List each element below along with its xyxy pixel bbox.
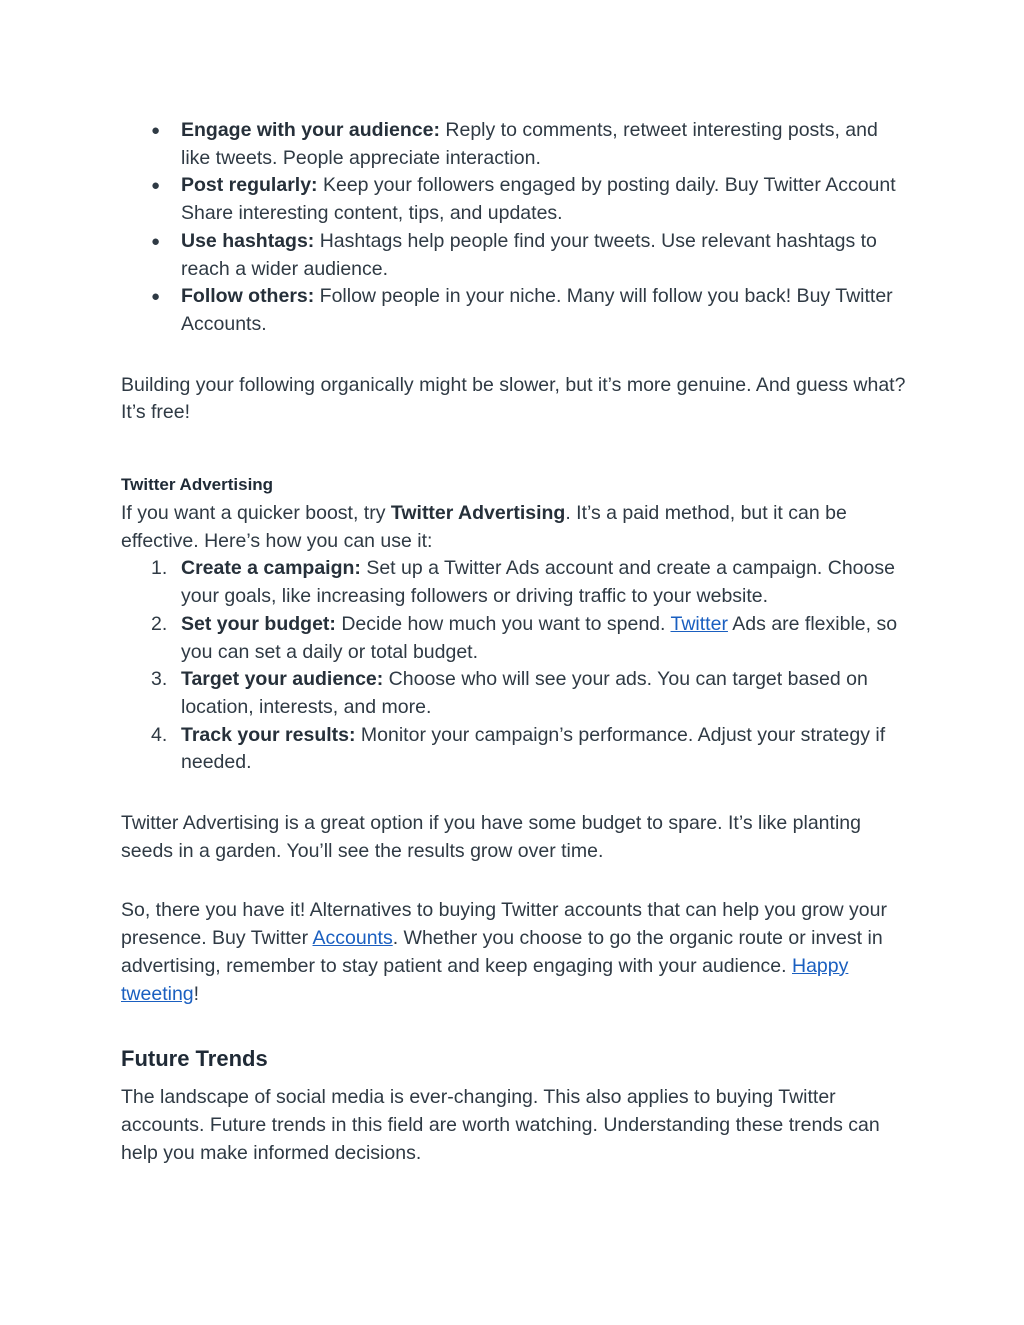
list-item-title: Follow others: <box>181 285 315 308</box>
list-item-title: Set your budget: <box>181 612 336 635</box>
conclusion-text-middle: . Whether you choose to go the organic route or invest in advertising, remember to stay patient and keep engaging with your audience. <box>121 927 883 977</box>
happy-tweeting-link[interactable]: Happy tweeting <box>121 954 849 1005</box>
step-number: 1. <box>151 557 168 580</box>
conclusion-text: So, there you have it! Alternatives to buying Twitter accounts that can help you grow your presence. Buy Twitter <box>121 899 887 950</box>
list-item <box>121 283 911 338</box>
accounts-link[interactable]: Accounts <box>312 927 393 950</box>
organic-paragraph: Building your following organically might be slower, but it’s more genuine. And guess what? It’s free! <box>121 373 906 424</box>
list-item-text: Keep your followers engaged by posting daily. Buy Twitter Account Share interesting content, tips, and updates. <box>181 174 896 225</box>
twitter-link[interactable]: Twitter <box>670 612 728 635</box>
list-item-title: Target your audience: <box>181 668 384 691</box>
step-number: 4. <box>151 723 168 746</box>
list-item-title: Post regularly: <box>181 174 318 197</box>
conclusion-paragraph <box>121 897 911 1008</box>
future-trends-paragraph: The landscape of social media is ever-changing. This also applies to buying Twitter accounts. Future trends in this field are worth watching. Understanding these trends can help you make informed decisions. <box>121 1086 880 1164</box>
step-number: 2. <box>151 612 168 635</box>
conclusion-text-end: ! <box>193 982 200 1005</box>
advertising-steps-list <box>121 555 911 777</box>
list-item-text: Set up a Twitter Ads account and create a campaign. Choose your goals, like increasing followers or driving traffic to your website. <box>181 557 895 608</box>
list-item-text: Hashtags help people find your tweets. Use relevant hashtags to reach a wider audience. <box>181 229 877 280</box>
intro-text: If you want a quicker boost, try <box>121 502 391 525</box>
growth-tips-list <box>121 117 911 339</box>
list-item <box>121 555 911 610</box>
future-trends-heading: Future Trends <box>121 1046 268 1072</box>
list-item-text: Choose who will see your ads. You can target based on location, interests, and more. <box>181 668 868 718</box>
bullet-marker-icon: ● <box>151 288 161 306</box>
intro-text-after: . It’s a paid method, but it can be effective. Here’s how you can use it: <box>121 502 847 552</box>
list-item-text: Reply to comments, retweet interesting posts, and like tweets. People appreciate interaction. <box>181 119 878 169</box>
intro-bold: Twitter Advertising <box>390 502 566 525</box>
twitter-advertising-intro <box>121 500 911 555</box>
list-item-title: Track your results: <box>181 723 356 746</box>
list-item <box>121 611 911 666</box>
step-number: 3. <box>151 668 168 691</box>
list-item <box>121 228 911 283</box>
list-item <box>121 722 911 777</box>
list-item-title: Create a campaign: <box>181 557 361 580</box>
advertising-paragraph: Twitter Advertising is a great option if you have some budget to spare. It’s like planting seeds in a garden. You’ll see the results grow over time. <box>121 812 861 862</box>
list-item <box>121 117 911 172</box>
list-item-title: Use hashtags: <box>181 229 315 252</box>
list-item-text: Follow people in your niche. Many will follow you back! Buy Twitter Accounts. <box>181 285 893 335</box>
list-item-text: Monitor your campaign’s performance. Adjust your strategy if needed. <box>181 723 886 774</box>
list-item-text: Decide how much you want to spend. <box>335 612 671 635</box>
document-page <box>121 117 911 1167</box>
bullet-marker-icon: ● <box>151 122 161 139</box>
bullet-marker-icon: ● <box>151 177 161 195</box>
list-item-text-after-link: Ads are flexible, so you can set a daily or total budget. <box>181 612 898 663</box>
twitter-advertising-heading: Twitter Advertising <box>121 475 274 495</box>
list-item <box>121 172 911 227</box>
list-item <box>121 666 911 721</box>
list-item-title: Engage with your audience: <box>181 119 440 141</box>
bullet-marker-icon: ● <box>151 232 161 250</box>
